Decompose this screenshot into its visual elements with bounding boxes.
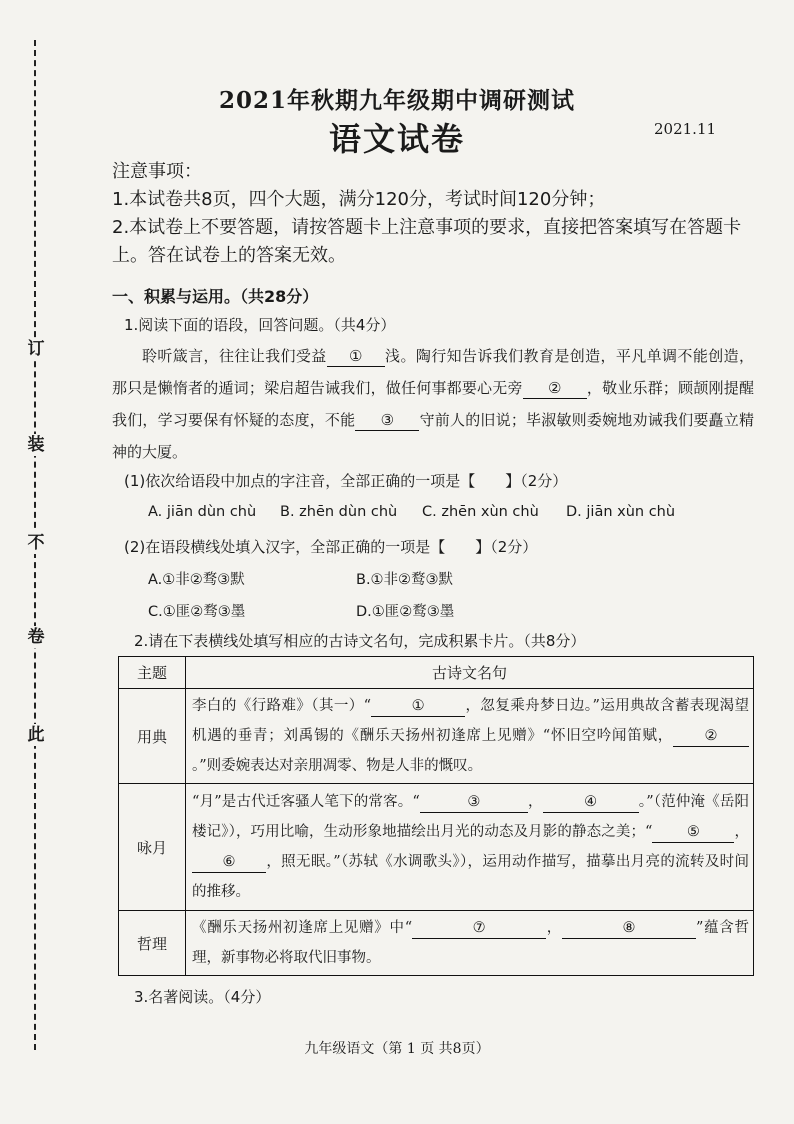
row1-text-1: 李白的《行路难》（其一）“ (192, 698, 372, 714)
row3-text-1: 《酬乐天扬州初逢席上见赠》中“ (192, 920, 413, 936)
row2-blank-4: ④ (543, 792, 639, 813)
header-theme: 主题 (119, 657, 186, 689)
q1-sub2-option-d: D.①匪②鹜③墨 (356, 604, 455, 620)
q1-sub1-option-b: B. zhēn dùn chù (280, 504, 398, 520)
table-header-row (119, 657, 754, 689)
poem-card-table (118, 656, 754, 976)
table-row (119, 784, 754, 911)
q1-sub2-option-a: A.①非②骛③默 (148, 572, 245, 588)
margin-char-ding: 订 (27, 339, 45, 359)
exam-subtitle: 语文试卷 (328, 120, 465, 158)
q1-passage (112, 340, 754, 468)
passage-text-2: 浅。陶行知告诉我们教育是创造，平凡单调不能创造，那只是懒惰者的遁词；梁启超告诫我们，做任何事都要心无旁 (112, 347, 754, 397)
row1-blank-2: ② (673, 726, 749, 747)
q1-sub1-prompt: (1)依次给语段中加点的字注音，全部正确的一项是【 】（2分） (124, 472, 568, 490)
header-poem: 古诗文名句 (186, 657, 754, 689)
row2-blank-6: ⑥ (192, 852, 266, 873)
row-content-allusion (186, 689, 754, 784)
row3-text-3: ”蕴含哲理，新事物必将取代旧事物。 (192, 920, 749, 966)
notes-item-2: 2.本试卷上不要答题，请按答题卡上注意事项的要求，直接把答案填写在答题卡上。答在试卷上的答案无效。 (112, 217, 742, 266)
row2-blank-5: ⑤ (652, 822, 734, 843)
q2-prompt: 2.请在下表横线处填写相应的古诗文名句，完成积累卡片。（共8分） (134, 632, 586, 650)
exam-title: 2021年秋期九年级期中调研测试 (218, 87, 575, 114)
row3-blank-8: ⑧ (562, 918, 696, 939)
q3-prompt: 3.名著阅读。（4分） (134, 988, 271, 1006)
exam-date: 2021.11 (654, 120, 717, 138)
row-content-moon (186, 784, 754, 911)
row2-blank-3: ③ (420, 792, 528, 813)
q1-sub2-prompt: (2)在语段横线处填入汉字，全部正确的一项是【 】（2分） (124, 538, 538, 556)
row3-blank-7: ⑦ (412, 918, 546, 939)
passage-blank-2: ② (523, 378, 587, 399)
notes-block (112, 158, 762, 270)
page-footer: 九年级语文（第 1 页 共8页） (304, 1041, 490, 1057)
q1-sub1-option-c: C. zhēn xùn chù (422, 504, 539, 520)
table-row (119, 911, 754, 976)
q1-sub1-option-a: A. jiān dùn chù (148, 504, 257, 520)
passage-text-4: 守前人的旧说；毕淑敏则委婉地劝诫我们要矗立精神的大厦。 (112, 411, 754, 461)
row-theme-philosophy: 哲理 (119, 911, 186, 976)
row-theme-moon: 咏月 (119, 784, 186, 911)
row2-text-2: ， (527, 794, 543, 810)
margin-char-ci: 此 (27, 725, 45, 745)
row2-text-4: ， (734, 824, 750, 840)
notes-item-1: 1.本试卷共8页，四个大题，满分120分，考试时间120分钟； (112, 189, 606, 210)
row-content-philosophy (186, 911, 754, 976)
margin-char-juan: 卷 (27, 627, 45, 647)
margin-char-zhuang: 装 (27, 435, 45, 455)
passage-blank-1: ① (327, 346, 385, 367)
row1-text-3: 。”则委婉表达对亲朋凋零、物是人非的慨叹。 (192, 758, 483, 774)
row-theme-allusion: 用典 (119, 689, 186, 784)
q1-prompt: 1.阅读下面的语段，回答问题。（共4分） (124, 316, 396, 334)
passage-text-3: ，敬业乐群；顾颉刚提醒我们，学习要保有怀疑的态度，不能 (112, 379, 754, 429)
table-row (119, 689, 754, 784)
row2-text-1: “月”是古代迁客骚人笔下的常客。“ (192, 794, 420, 810)
row2-text-5: ，照无眠。”（苏轼《水调歌头》），运用动作描写，描摹出月亮的流转及时间的推移。 (192, 854, 749, 900)
margin-char-bu: 不 (27, 533, 45, 553)
row3-text-2: ， (546, 920, 562, 936)
row2-text-3: 。”（范仲淹《岳阳楼记》），巧用比喻，生动形象地描绘出月光的动态及月影的静态之美；“ (192, 794, 749, 840)
row1-text-2: ，忽复乘舟梦日边。”运用典故含蓄表现渴望机遇的垂青；刘禹锡的《酬乐天扬州初逢席上见赠》“怀旧空吟闻笛赋， (192, 698, 749, 744)
passage-text-1: 聆听箴言，往往让我们受益 (142, 347, 327, 365)
q1-sub2-option-c: C.①匪②骛③墨 (148, 604, 246, 620)
section-1-title: 一、积累与运用。（共28分） (112, 287, 319, 306)
row1-blank-1: ① (371, 696, 465, 717)
notes-heading: 注意事项： (112, 161, 202, 182)
q1-sub2-option-b: B.①非②鹜③默 (356, 572, 454, 588)
passage-blank-3: ③ (355, 410, 419, 431)
q1-sub1-option-d: D. jiān xùn chù (566, 504, 676, 520)
